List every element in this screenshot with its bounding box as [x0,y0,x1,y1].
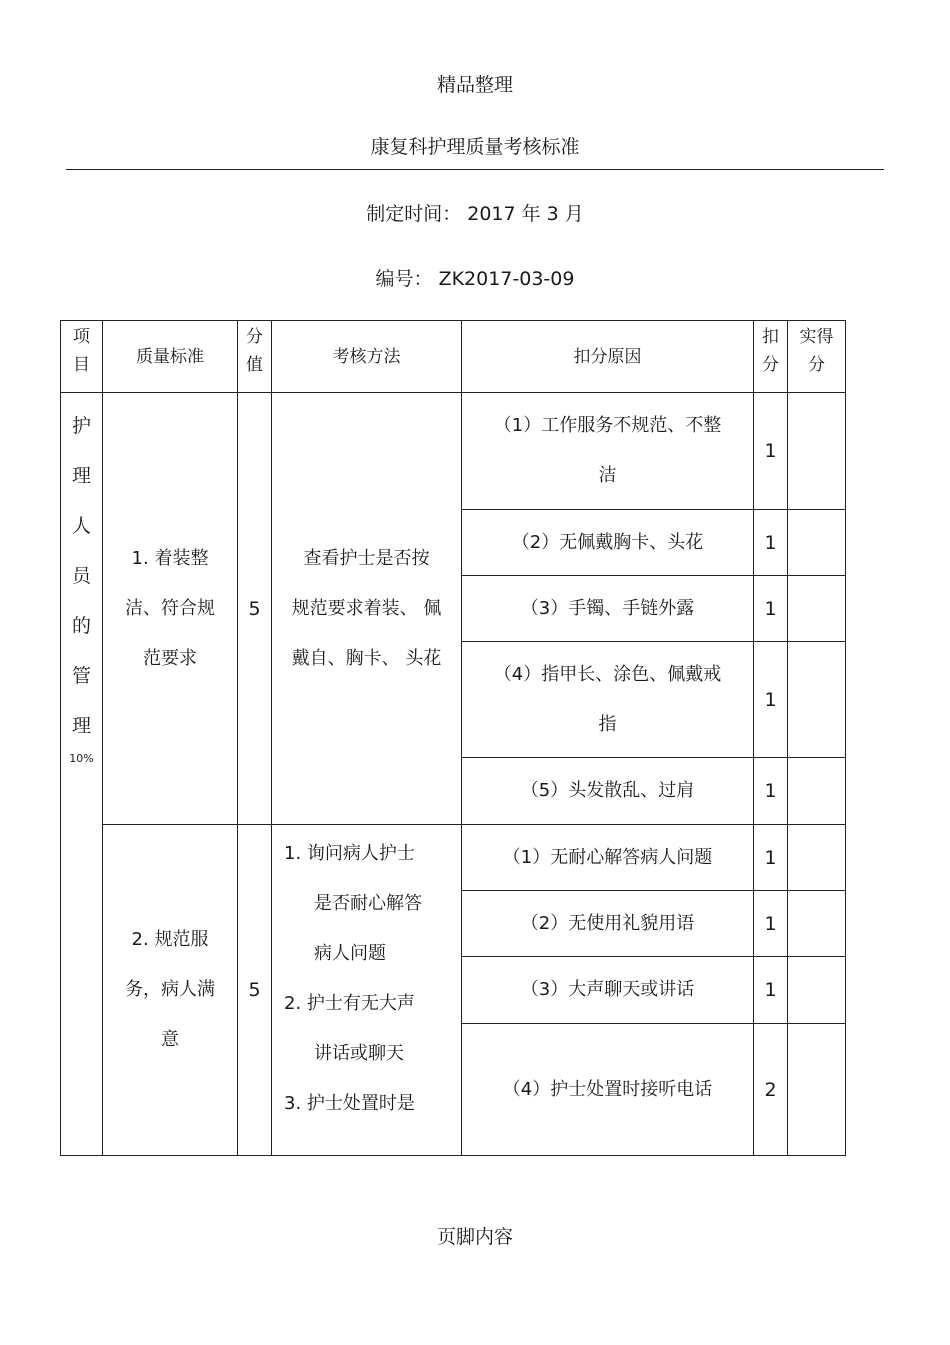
method-line: 是否耐心解答 [314,893,422,914]
actual-score-cell [788,891,846,957]
reason-cell [462,891,754,957]
header-actual-text: 实得 [799,327,834,347]
deduct-cell: 1 [754,957,788,1024]
method-line: 查看护士是否按 [303,547,430,569]
item-char: 的 [71,615,91,637]
item-char: 员 [71,565,91,587]
method-line: 病人问题 [314,943,386,964]
method-line: 戴自、胸卡、 头花 [291,647,442,669]
document-number: 编号： ZK2017-03-09 [375,268,575,290]
method-list [272,829,461,1129]
actual-score-cell [788,510,846,576]
deduct-cell: 1 [754,576,788,642]
deduct-cell: 2 [754,1024,788,1156]
actual-score-cell [788,576,846,642]
header-method [272,321,462,393]
title-divider [66,169,884,170]
method-line: 3. 护士处置时是 [284,1093,415,1114]
header-method-text: 考核方法 [332,346,401,367]
item-cell [61,393,103,1156]
reason-line: （1）无耐心解答病人问题 [502,846,713,868]
reason-cell [462,510,754,576]
header-item-text: 目 [73,355,90,375]
page-header: 精品整理 [436,74,513,96]
deduct-cell: 1 [754,758,788,825]
header-standard-text: 质量标准 [136,346,204,367]
reason-line: （4）指甲长、涂色、佩戴戒 [493,663,722,685]
deduct-cell: 1 [754,510,788,576]
reason-cell [462,758,754,825]
reason-cell [462,1024,754,1156]
deduct-cell: 1 [754,393,788,510]
deduct-cell: 1 [754,825,788,891]
standard-cell [103,393,238,825]
actual-score-cell [788,642,846,758]
page-footer: 页脚内容 [436,1226,513,1248]
standard-line: 范要求 [143,647,197,669]
standards-table [60,320,846,1156]
method-line: 规范要求着装、 佩 [291,597,442,619]
actual-score-cell [788,758,846,825]
header-reason [462,321,754,393]
reason-line: （5）头发散乱、过肩 [520,780,695,801]
actual-score-cell [788,825,846,891]
item-name [61,401,102,751]
method-line: 1. 询问病人护士 [284,843,415,864]
score-cell: 5 [238,393,272,825]
header-item [61,321,103,393]
standard-line: 1. 着装整 [131,547,209,569]
header-deduct-text: 分 [762,355,779,375]
header-score-text: 分 [246,327,263,347]
item-char: 护 [71,415,91,437]
actual-score-cell [788,957,846,1024]
item-char: 人 [71,515,91,537]
standard-line: 洁、符合规 [125,597,215,619]
header-score [238,321,272,393]
reason-line: （3）大声聊天或讲话 [520,979,695,1000]
reason-line: （3）手镯、手链外露 [520,597,695,619]
header-deduct [754,321,788,393]
score-cell: 5 [238,825,272,1156]
reason-line: （2）无使用礼貌用语 [520,912,695,934]
header-standard [103,321,238,393]
reason-line: （1）工作服务不规范、不整 [493,415,722,436]
method-line: 2. 护士有无大声 [284,993,415,1014]
method-line: 讲话或聊天 [314,1043,404,1064]
header-deduct-text: 扣 [762,327,779,347]
header-reason-text: 扣分原因 [573,346,642,367]
item-percent: 10% [69,752,94,765]
table-header-row [61,321,846,393]
header-actual-text: 分 [808,355,825,375]
deduct-cell: 1 [754,891,788,957]
header-score-text: 值 [246,355,263,375]
item-char: 理 [71,465,91,487]
header-actual [788,321,846,393]
reason-line: 指 [598,713,617,735]
actual-score-cell [788,393,846,510]
standard-line: 2. 规范服 [131,929,209,950]
table-row [61,393,846,510]
document-title: 康复科护理质量考核标准 [370,136,580,158]
deduct-cell: 1 [754,642,788,758]
standard-line: 务，病人满 [125,979,215,1000]
method-cell [272,393,462,825]
reason-line: （2）无佩戴胸卡、头花 [511,531,704,553]
item-char: 管 [71,665,91,687]
reason-cell [462,393,754,510]
reason-cell [462,825,754,891]
reason-line: 洁 [598,465,617,486]
standard-line: 意 [161,1029,179,1050]
reason-cell [462,576,754,642]
method-cell [272,825,462,1156]
reason-line: （4）护士处置时接听电话 [502,1078,713,1100]
date-line: 制定时间： 2017 年 3 月 [366,203,584,225]
header-item-text: 项 [73,327,90,347]
standard-cell [103,825,238,1156]
table-row [61,825,846,891]
reason-cell [462,957,754,1024]
actual-score-cell [788,1024,846,1156]
reason-cell [462,642,754,758]
item-char: 理 [71,715,91,737]
